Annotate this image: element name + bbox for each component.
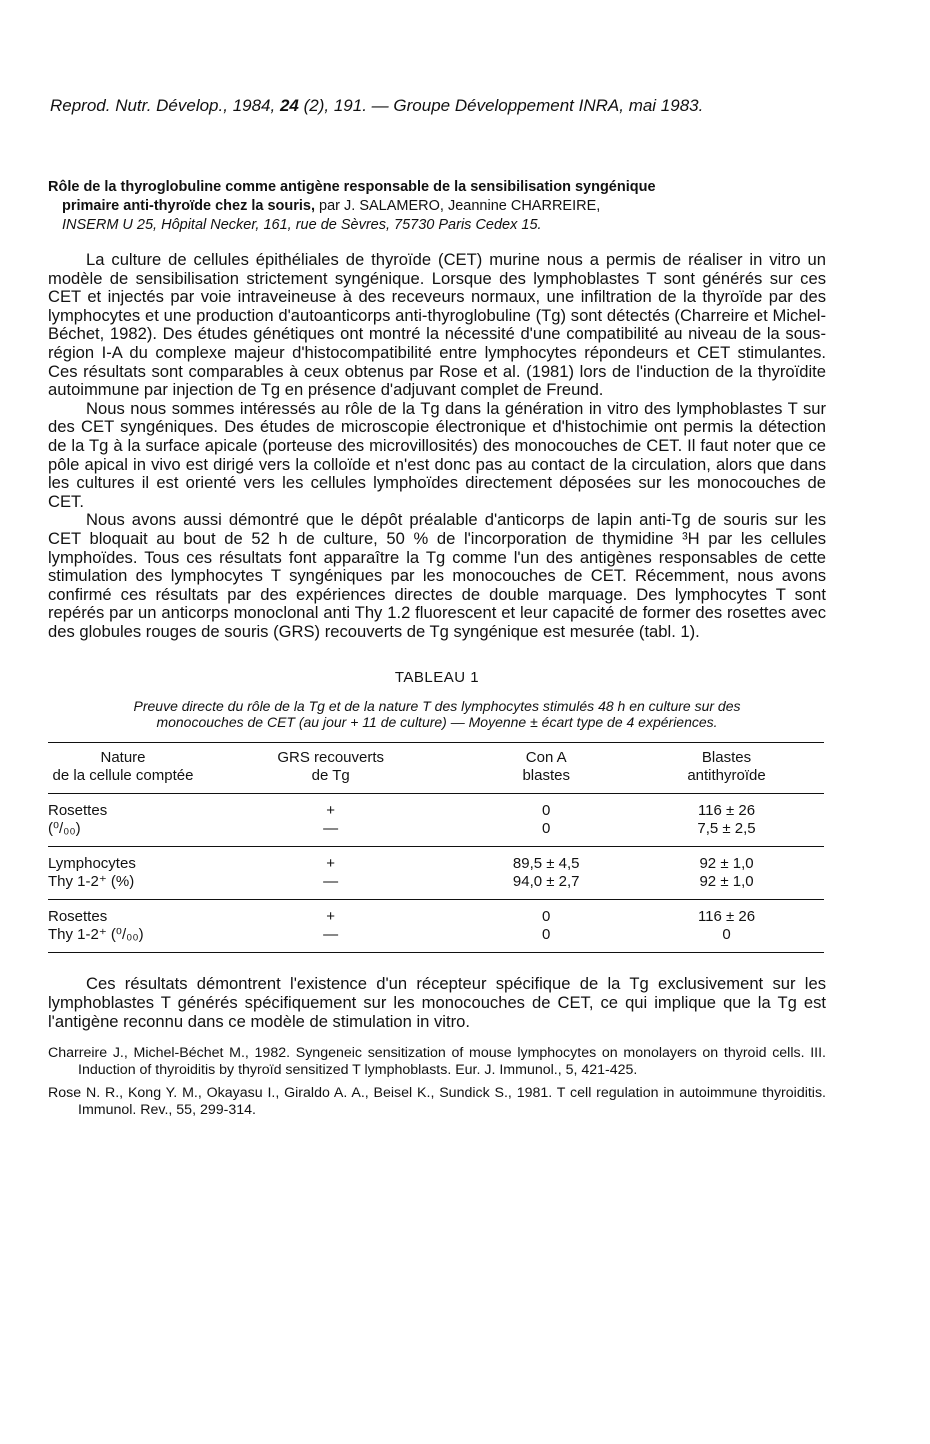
results-table bbox=[48, 742, 824, 953]
reference-rose: Rose N. R., Kong Y. M., Okayasu I., Giraldo A. A., Beisel K., Sundick S., 1981. T cell regulation in autoimmune thyroiditis. Immunol. Rev., 55, 299-314. bbox=[48, 1085, 826, 1119]
table-heading: TABLEAU 1 bbox=[394, 669, 480, 687]
conclusion-paragraph: Ces résultats démontrent l'existence d'un récepteur spécifique de la Tg exclusivement sur les lymphoblastes T générés spécifiquement sur les monocouches de CET, ce qui implique que la Tg est l'antigène reconnu dans ce modèle de stimulation in vitro. bbox=[48, 974, 826, 1031]
article-body bbox=[48, 251, 826, 641]
journal-issue-page: (2), 191. — bbox=[303, 96, 389, 115]
col-header-blastes: Blastes antithyroïde bbox=[629, 743, 824, 794]
col-header-grs: GRS recouverts de Tg bbox=[198, 743, 463, 794]
running-header bbox=[50, 96, 826, 116]
col-header-cell-type: Nature de la cellule comptée bbox=[48, 743, 198, 794]
table-row: Thy 1-2⁺ (⁰/₀₀) — 0 0 bbox=[48, 926, 824, 953]
meeting-group: Groupe Développement INRA, mai 1983. bbox=[393, 96, 704, 115]
table-header-row bbox=[48, 743, 824, 794]
title-line-1: Rôle de la thyroglobuline comme antigène responsable de la sensibilisation syngénique bbox=[48, 179, 656, 195]
journal-year: 1984, bbox=[232, 96, 276, 115]
table-caption: Preuve directe du rôle de la Tg et de la nature T des lymphocytes stimulés 48 h en culture sur des monocouches de CET (au jour + 11 de culture) — Moyenne ± écart type de 4 expériences. bbox=[133, 698, 741, 731]
paragraph-3: Nous avons aussi démontré que le dépôt préalable d'anticorps de lapin anti-Tg de souris sur les CET bloquait au bout de 52 h de culture, 50 % de l'incorporation de thymidine ³H par les cellules lymphoïdes. Tous ces résultats font apparaître la Tg comme l'un des antigènes responsables de cette stimulation des lymphocytes T syngéniques par les monocouches de CET. Récemment, nous avons confirmé ces résultats par des expériences directes de double marquage. Des lymphocytes T sont repérés par un anticorps monoclonal anti Thy 1.2 fluorescent et leur capacité de former des rosettes avec des globules rouges de souris (GRS) recouverts de Tg syngénique est mesurée (tabl. 1). bbox=[48, 510, 826, 641]
article-title bbox=[48, 178, 826, 235]
paragraph-2: Nous nous sommes intéressés au rôle de la Tg dans la génération in vitro des lymphoblastes T sur des CET syngéniques. Des études de microscopie électronique et d'histochimie ont permis la détection de la Tg à la surface apicale (porteuse des microvillosités) des monocouches de CET. Il faut noter que ce pôle apical in vivo est dirigé vers la colloïde et n'est donc pas au contact de la circulation, alors que dans les cultures il est orienté vers les cellules lymphoïdes directement déposées sur les monocouches de CET. bbox=[48, 398, 826, 511]
reference-charreire: Charreire J., Michel-Béchet M., 1982. Syngeneic sensitization of mouse lymphocytes on monolayers on thyroid cells. III. Induction of thyroiditis by thyroïd sensitized T lymphoblasts. Eur. J. Immunol., 5, 421-425. bbox=[48, 1045, 826, 1079]
title-line-2: primaire anti-thyroïde chez la souris, bbox=[62, 198, 316, 214]
references bbox=[48, 1045, 826, 1119]
authors: par J. SALAMERO, Jeannine CHARREIRE, bbox=[319, 198, 601, 214]
table-row: Rosettes + 0 116 ± 26 bbox=[48, 908, 756, 926]
table-row: Thy 1-2⁺ (%) — 94,0 ± 2,7 92 ± 1,0 bbox=[48, 873, 824, 900]
affiliation: INSERM U 25, Hôpital Necker, 161, rue de Sèvres, 75730 Paris Cedex 15. bbox=[62, 217, 542, 233]
table-row: Lymphocytes + 89,5 ± 4,5 92 ± 1,0 bbox=[48, 855, 754, 873]
journal-name: Reprod. Nutr. Dévelop., bbox=[50, 96, 228, 115]
col-header-cona: Con A blastes bbox=[463, 743, 629, 794]
table-row: Rosettes + 0 116 ± 26 bbox=[48, 802, 756, 820]
journal-volume: 24 bbox=[279, 96, 299, 115]
page bbox=[48, 96, 826, 1125]
table-row: (⁰/₀₀) — 0 7,5 ± 2,5 bbox=[48, 820, 824, 847]
paragraph-1: La culture de cellules épithéliales de thyroïde (CET) murine nous a permis de réaliser in vitro un modèle de sensibilisation strictement syngénique. Lorsque des lymphoblastes T sont générés sur ces CET et injectés par voie intraveineuse à des receveurs normaux, une infiltration de la thyroïde par des lymphocytes et une production d'autoanticorps anti-thyroglobuline (Tg) sont détectés (Charreire et Michel-Béchet, 1982). Des études génétiques ont montré la nécessité d'une compatibilité au niveau de la sous-région I-A du complexe majeur d'histocompatibilité entre lymphocytes répondeurs et CET stimulantes. Ces résultats sont comparables à ceux obtenus par Rose et al. (1981) lors de l'induction de la thyroïdite autoimmune par injection de Tg en présence d'adjuvant complet de Freund. bbox=[48, 250, 826, 400]
